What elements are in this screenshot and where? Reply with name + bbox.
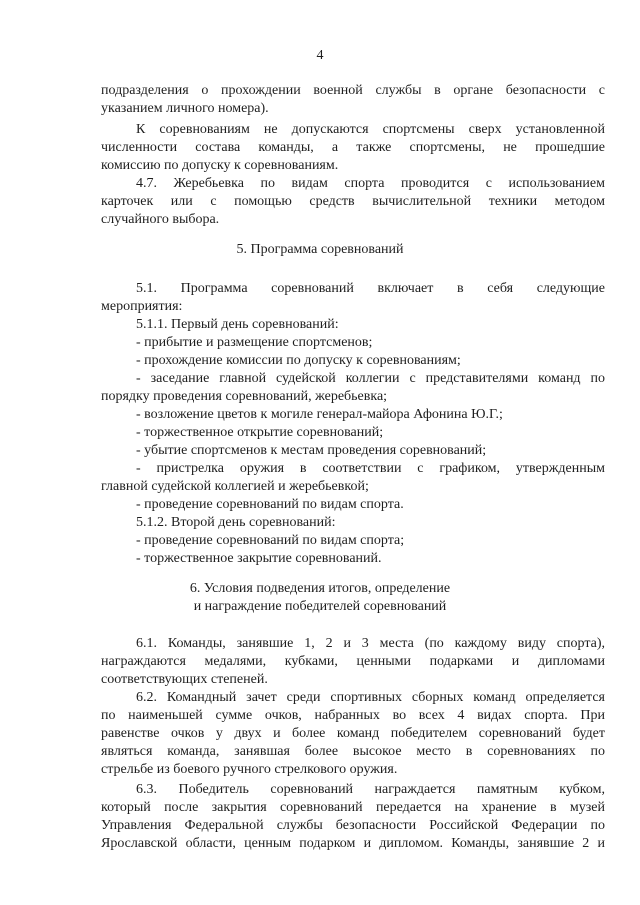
section-heading: 5. Программа соревнований xyxy=(236,242,404,257)
text-line: равенстве очков у двух и более команд победителем соревнований будет xyxy=(101,726,605,741)
text-line: комиссию по допуску к соревнованиям. xyxy=(101,158,339,173)
text-line: численности состава команды, а также спортсмены, не прошедшие xyxy=(101,140,605,155)
text-line: указанием личного номера). xyxy=(101,101,269,116)
text-line: главной судейской коллегией и жеребьевкой; xyxy=(101,479,369,494)
text-line: награждаются медалями, кубками, ценными подарками и дипломами xyxy=(101,654,605,669)
list-item: - проведение соревнований по видам спорта. xyxy=(136,497,404,512)
text-line: 6.1. Команды, занявшие 1, 2 и 3 места (по каждому виду спорта), xyxy=(136,636,605,651)
text-line: Ярославской области, ценным подарком и дипломом. Команды, занявшие 2 и xyxy=(101,836,605,851)
text-line: по наименьшей сумме очков, набранных во всех 4 видах спорта. При xyxy=(101,708,605,723)
text-line: который после закрытия соревнований передается на хранение в музей xyxy=(101,800,605,815)
text-line: мероприятия: xyxy=(101,299,183,314)
list-item: - проведение соревнований по видам спорта; xyxy=(136,533,405,548)
text-line: соответствующих степеней. xyxy=(101,672,268,687)
text-line: порядку проведения соревнований, жеребьевка; xyxy=(101,389,388,404)
list-item: - пристрелка оружия в соответствии с графиком, утвержденным xyxy=(136,461,605,476)
text-line: карточек или с помощью средств вычислительной техники методом xyxy=(101,194,605,209)
list-item: - убытие спортсменов к местам проведения соревнований; xyxy=(136,443,487,458)
text-line: 6.2. Командный зачет среди спортивных сборных команд определяется xyxy=(136,690,605,705)
text-line: подразделения о прохождении военной службы в органе безопасности с xyxy=(101,83,605,98)
text-line: 5.1.2. Второй день соревнований: xyxy=(136,515,336,530)
section-heading: и награждение победителей соревнований xyxy=(193,599,447,614)
text-line: К соревнованиям не допускаются спортсмены сверх установленной xyxy=(136,122,605,137)
text-line: стрельбе из боевого ручного стрелкового оружия. xyxy=(101,762,398,777)
text-line: являться команда, занявшая более высокое место в соревнованиях по xyxy=(101,744,605,759)
page-number: 4 xyxy=(316,48,324,63)
list-item: - прибытие и размещение спортсменов; xyxy=(136,335,373,350)
list-item: - прохождение комиссии по допуску к соревнованиям; xyxy=(136,353,461,368)
list-item: - заседание главной судейской коллегии с представителями команд по xyxy=(136,371,605,386)
list-item: - торжественное закрытие соревнований. xyxy=(136,551,382,566)
text-line: 4.7. Жеребьевка по видам спорта проводится с использованием xyxy=(136,176,605,191)
text-line: 5.1. Программа соревнований включает в себя следующие xyxy=(136,281,605,296)
text-line: Управления Федеральной службы безопасности Российской Федерации по xyxy=(101,818,605,833)
text-line: 6.3. Победитель соревнований награждается памятным кубком, xyxy=(136,782,605,797)
section-heading: 6. Условия подведения итогов, определение xyxy=(189,581,451,596)
list-item: - торжественное открытие соревнований; xyxy=(136,425,384,440)
list-item: - возложение цветов к могиле генерал-майора Афонина Ю.Г.; xyxy=(136,407,503,422)
text-line: случайного выбора. xyxy=(101,212,220,227)
text-line: 5.1.1. Первый день соревнований: xyxy=(136,317,339,332)
